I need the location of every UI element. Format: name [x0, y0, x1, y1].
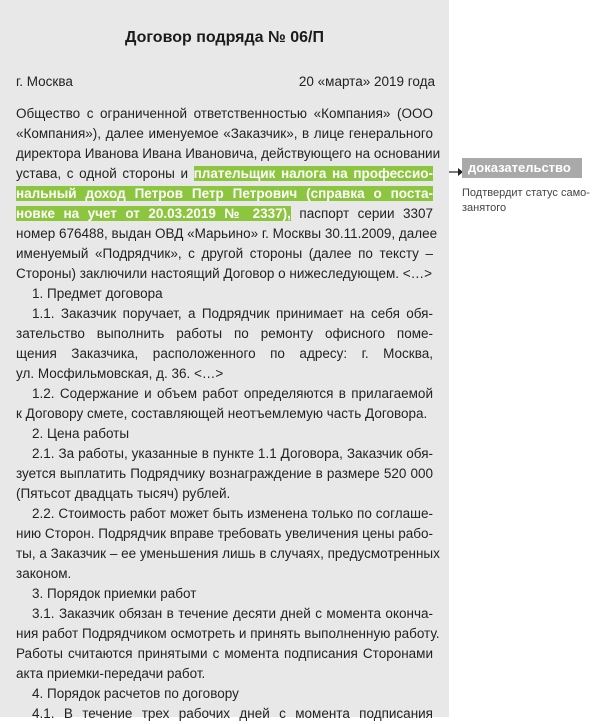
text-line: зуется выплатить Подрядчику вознаграждение в размере 520 000: [16, 466, 433, 481]
text-line: 4.1. В течение трех рабочих дней с момента подписания: [32, 706, 433, 721]
document-title: Договор подряда № 06/П: [124, 29, 324, 46]
document-date: 20 «марта» 2019 года: [298, 74, 435, 89]
text-line: Работы считаются принятыми с момента подписания Сторонами: [16, 646, 433, 661]
highlighted-line: [16, 184, 433, 204]
text-line: ул. Мосфильмовская, д. 36. <…>: [16, 366, 224, 381]
text-line: (Пятьсот двадцать тысяч) рублей.: [16, 486, 231, 501]
text-line: Стороны) заключили настоящий Договор о нижеследующем. <…>: [16, 266, 433, 281]
text-line: законом.: [16, 566, 72, 581]
text-line: директора Иванова Ивана Ивановича, действующего на основании: [16, 146, 441, 161]
text-line: нию Сторон. Подрядчик вправе требовать увеличения цены рабо-: [16, 526, 433, 541]
evidence-label: доказательство: [462, 158, 582, 178]
text-line: «Компания»), далее именуемое «Заказчик», в лице генерального: [16, 126, 433, 141]
evidence-note: Подтвердит статус само-занятого: [462, 187, 590, 214]
highlighted-text: нальный доход Петров Петр Петрович (справка о поста-: [16, 186, 433, 201]
text-line: новке на учет от 20.03.2019 № 2337), паспорт серии 3307: [16, 206, 433, 221]
text-line: 1.1. Заказчик поручает, а Подрядчик принимает на себя обя-: [32, 306, 433, 321]
text-line: именуемый «Подрядчик», с другой стороны (далее по тексту –: [16, 246, 433, 261]
text-line: щения Заказчика, расположенного по адресу: г. Москва,: [16, 346, 433, 361]
text-line: ния работ Подрядчиком осмотреть и принять выполненную работу.: [16, 626, 440, 641]
highlighted-text: плательщик налога на профессио-: [193, 166, 433, 181]
highlighted-text: новке на учет от 20.03.2019 № 2337),: [16, 206, 291, 221]
document-city: г. Москва: [16, 74, 73, 89]
text-line: акта приемки-передачи работ.: [16, 666, 206, 681]
text-line: зательство выполнить работы по ремонту офисного поме-: [16, 326, 433, 341]
section-heading: 3. Порядок приемки работ: [32, 586, 197, 601]
text-line: к Договору смете, составляющей неотъемлемую часть Договора.: [16, 406, 428, 421]
arrow-right-icon: [449, 165, 463, 179]
text-line: 1.2. Содержание и объем работ определяются в прилагаемой: [32, 386, 433, 401]
text-line: 2.2. Стоимость работ может быть изменена только по соглаше-: [32, 506, 433, 521]
section-heading: 2. Цена работы: [32, 426, 130, 441]
text-line: 2.1. За работы, указанные в пункте 1.1 Договора, Заказчик обя-: [32, 446, 433, 461]
text-line: 3.1. Заказчик обязан в течение десяти дней с момента оконча-: [32, 606, 433, 621]
section-heading: 4. Порядок расчетов по договору: [32, 686, 239, 701]
section-heading: 1. Предмет договора: [32, 286, 163, 301]
text-line: номер 676488, выдан ОВД «Марьино» г. Москвы 30.11.2009, далее: [16, 226, 438, 241]
text-line: Общество с ограниченной ответственностью «Компания» (ООО: [16, 106, 433, 121]
text-line: ты, а Заказчик – ее уменьшения лишь в случаях, предусмотренных: [16, 546, 440, 561]
text-line: устава, с одной стороны и плательщик налога на профессио-: [16, 166, 433, 181]
